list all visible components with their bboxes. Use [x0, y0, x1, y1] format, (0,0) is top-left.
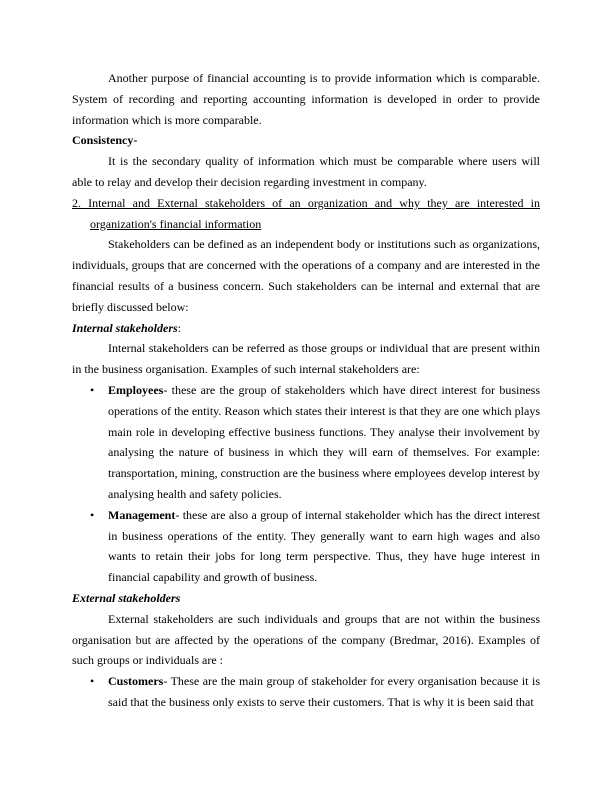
internal-heading-colon: : [177, 320, 182, 335]
bullet-text: - These are the main group of stakeholder for every organisation because it is said that the business only exists to serve their customers. That is why it is been said that [108, 674, 540, 709]
bullet-text: - these are also a group of internal stakeholder which has the direct interest in business operations of the entity. They generally want to earn high wages and also wants to retain their jobs for long term perspective. Thus, they have huge interest in financial capability and growth of business. [108, 507, 540, 585]
internal-heading-text: Internal stakeholders [72, 320, 178, 335]
paragraph-comparability: Another purpose of financial accounting is to provide information which is comparable. System of recording and reporting accounting information is developed in order to provide information which is more comparable. [72, 71, 540, 127]
paragraph-external-stakeholders: External stakeholders are such individuals and groups that are not within the business organisation but are affected by the operations of the company (Bredmar, 2016). Examples of such groups or individuals are : [72, 611, 540, 668]
paragraph-internal-stakeholders: Internal stakeholders can be referred as those groups or individual that are present within in the business organisation. Examples of such internal stakeholders are: [72, 341, 540, 377]
list-item [72, 380, 540, 505]
heading-external-stakeholders: External stakeholders [72, 590, 181, 605]
internal-stakeholders-list [72, 380, 540, 588]
bullet-text: - these are the group of stakeholders which have direct interest for business operations of the entity. Reason which states their interest is that they are one which plays main role in developing effective business functions. They analyse their involvement by analysing the nature of business in which they will earn of themselves. For example: transportation, mining, construction are the business where employees develop interest by analysing health and safety policies. [108, 382, 540, 501]
list-item [72, 505, 540, 588]
paragraph-consistency: It is the secondary quality of information which must be comparable where users will able to relay and develop their decision regarding investment in company. [72, 154, 540, 189]
external-stakeholders-list [72, 671, 540, 713]
bullet-icon: • [90, 507, 95, 522]
bullet-icon: • [90, 674, 95, 689]
heading-consistency: Consistency- [72, 133, 138, 148]
heading-internal-stakeholders [72, 318, 540, 339]
paragraph-stakeholders-definition: Stakeholders can be defined as an independent body or institutions such as organizations, individuals, groups that are concerned with the operations of a company and are interested in the financial results of a business concern. Such stakeholders can be internal and external that are briefly discussed below: [72, 237, 540, 314]
bullet-icon: • [90, 382, 95, 397]
bullet-lead: Management [108, 507, 176, 522]
list-item [72, 671, 540, 713]
bullet-lead: Customers [108, 674, 164, 689]
section-heading-stakeholders: 2. Internal and External stakeholders of an organization and why they are interested in organization's financial information [72, 195, 540, 231]
document-page [72, 68, 540, 713]
bullet-lead: Employees [108, 382, 164, 397]
